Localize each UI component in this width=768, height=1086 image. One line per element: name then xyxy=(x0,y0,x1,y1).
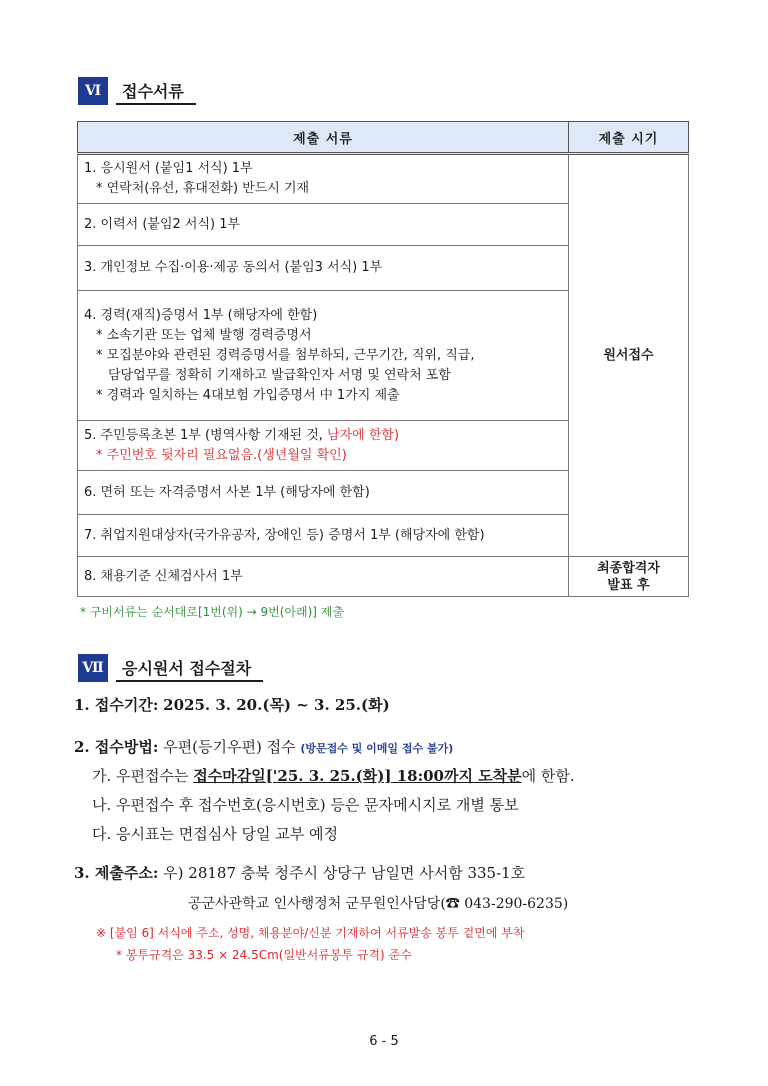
doc-cell-7 xyxy=(78,515,569,557)
documents-table xyxy=(77,121,689,597)
doc-2-line: 2. 이력서 (붙임2 서식) 1부 xyxy=(84,216,241,232)
doc-1-note: * 연락처(유선, 휴대전화) 반드시 기재 xyxy=(96,181,310,196)
item-3-value-2: 공군사관학교 인사행정처 군무원인사담당(☎ 043-290-6235) xyxy=(188,896,569,912)
timing-application-text: 원서접수 xyxy=(603,348,654,363)
item-3-value: 우) 28187 충북 청주시 상당구 남일면 사서함 335-1호 xyxy=(163,864,526,882)
doc-5-note: * 주민번호 뒷자리 필요없음.(생년월일 확인) xyxy=(96,447,347,463)
header-documents: 제출 서류 xyxy=(78,122,569,154)
item-3 xyxy=(74,862,525,883)
envelope-size-note: * 봉투규격은 33.5 × 24.5Cm(일반서류봉투 규격) 준수 xyxy=(116,948,412,962)
item-2-note: (방문접수 및 이메일 접수 불가) xyxy=(300,742,454,755)
page-number: 6 - 5 xyxy=(369,1034,399,1049)
doc-cell-4 xyxy=(78,291,569,421)
doc-8-line: 8. 채용기준 신체검사서 1부 xyxy=(84,568,243,584)
item-3-label: 3. 제출주소: xyxy=(74,864,159,882)
section-6-number: Ⅵ xyxy=(78,77,108,105)
item-2-b: 나. 우편접수 후 접수번호(응시번호) 등은 문자메시지로 개별 통보 xyxy=(92,796,519,814)
item-2-value: 우편(등기우편) 접수 xyxy=(163,738,296,756)
doc-cell-3 xyxy=(78,246,569,291)
documents-note: * 구비서류는 순서대로[1번(위) → 9번(아래)] 제출 xyxy=(80,605,344,619)
timing-final-line-2: 발표 후 xyxy=(607,577,650,593)
doc-5-line: 5. 주민등록초본 1부 (병역사항 기재된 것, xyxy=(84,427,328,443)
doc-4-line: 4. 경력(재직)증명서 1부 (해당자에 한함) xyxy=(84,307,318,323)
timing-application xyxy=(569,154,689,557)
doc-4-note-2-cont: 담당업무를 정확히 기재하고 발급확인자 서명 및 연락처 포함 xyxy=(108,367,451,383)
timing-final-line-1: 최종합격자 xyxy=(597,560,660,576)
timing-final xyxy=(569,557,689,597)
section-7-title: 응시원서 접수절차 xyxy=(116,654,263,682)
doc-cell-2 xyxy=(78,204,569,246)
item-1-label: 1. 접수기간: xyxy=(74,696,159,714)
section-7-heading xyxy=(78,654,263,682)
envelope-note: ※ [붙임 6] 서식에 주소, 성명, 채용분야/신분 기재하여 서류발송 봉투 겉면에 부착 xyxy=(96,926,525,940)
item-2-a-deadline: 접수마감일['25. 3. 25.(화)] 18:00까지 도착분 xyxy=(193,767,522,785)
doc-cell-1 xyxy=(78,154,569,204)
doc-4-note-2: * 모집분야와 관련된 경력증명서를 첨부하되, 근무기간, 직위, 직급, xyxy=(96,347,475,363)
doc-6-line: 6. 면허 또는 자격증명서 사본 1부 (해당자에 한함) xyxy=(84,484,370,500)
table-row xyxy=(78,154,689,204)
doc-5-red-text: 남자에 한함) xyxy=(327,427,400,443)
item-1 xyxy=(74,694,390,715)
section-6-title: 접수서류 xyxy=(116,77,196,105)
item-2-c: 다. 응시표는 면접심사 당일 교부 예정 xyxy=(92,825,338,843)
doc-3-line: 3. 개인정보 수집·이용·제공 동의서 (붙임3 서식) 1부 xyxy=(84,260,383,275)
doc-cell-5 xyxy=(78,421,569,471)
doc-cell-8 xyxy=(78,557,569,597)
item-2 xyxy=(74,736,453,757)
section-6-heading xyxy=(78,77,196,105)
doc-7-line: 7. 취업지원대상자(국가유공자, 장애인 등) 증명서 1부 (해당자에 한함) xyxy=(84,527,485,543)
item-2-a-pre: 가. 우편접수는 xyxy=(92,767,194,785)
doc-1-line: 1. 응시원서 (붙임1 서식) 1부 xyxy=(84,161,253,176)
item-1-value: 2025. 3. 20.(목) ~ 3. 25.(화) xyxy=(163,696,390,714)
doc-4-note-3: * 경력과 일치하는 4대보험 가입증명서 中 1가지 제출 xyxy=(96,387,400,403)
table-header-row xyxy=(78,122,689,154)
section-7-number: Ⅶ xyxy=(78,654,108,682)
item-2-a-post: 에 한함. xyxy=(521,767,575,785)
item-2-a xyxy=(92,765,575,786)
doc-cell-6 xyxy=(78,471,569,515)
header-timing: 제출 시기 xyxy=(569,122,689,154)
item-2-label: 2. 접수방법: xyxy=(74,738,159,756)
doc-4-note-1: * 소속기관 또는 업체 발행 경력증명서 xyxy=(96,327,312,343)
table-row xyxy=(78,557,689,597)
